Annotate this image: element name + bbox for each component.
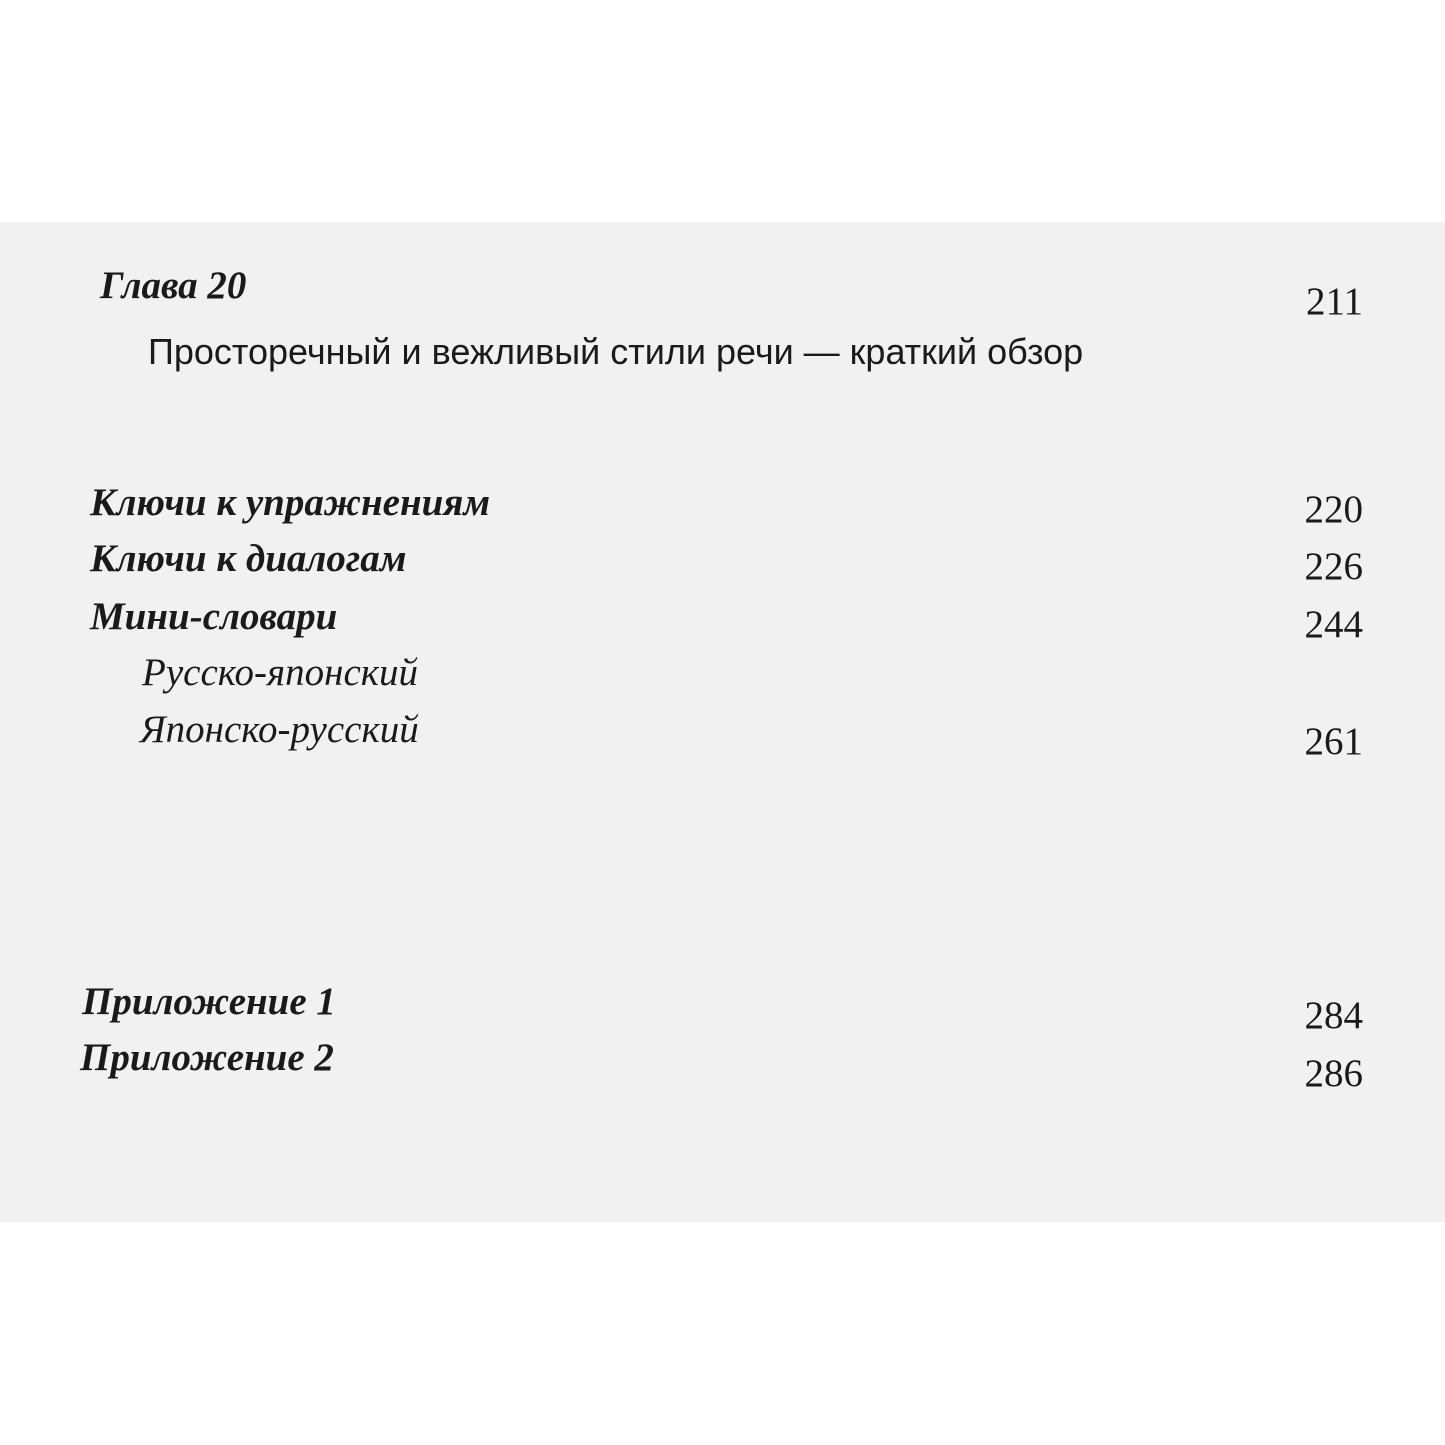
toc-chapter-20-subtitle: Просторечный и вежливый стили речи — краткий обзор xyxy=(148,331,1084,372)
toc-appendix-1-title: Приложение 1 xyxy=(82,980,336,1023)
toc-chapter-20-title: Глава 20 xyxy=(100,264,247,307)
toc-appendix-2-page: 286 xyxy=(1304,1052,1363,1095)
toc-keys-exercises-title: Ключи к упражнениям xyxy=(90,481,491,524)
toc-mini-dicts-title: Мини-словари xyxy=(90,595,338,638)
toc-keys-exercises-page: 220 xyxy=(1304,488,1363,531)
toc-appendix-1-page: 284 xyxy=(1304,994,1363,1037)
toc-mini-dicts-page: 244 xyxy=(1304,603,1363,646)
toc-keys-dialogs-title: Ключи к диалогам xyxy=(90,537,407,580)
toc-keys-dialogs-page: 226 xyxy=(1304,545,1363,588)
toc-dict-jp-ru: Японско-русский xyxy=(140,708,419,751)
toc-chapter-20-page: 211 xyxy=(1305,280,1363,323)
toc-appendix-2-title: Приложение 2 xyxy=(80,1036,334,1079)
toc-dict-jp-ru-page: 261 xyxy=(1304,720,1363,763)
toc-dict-ru-jp: Русско-японский xyxy=(142,651,419,694)
